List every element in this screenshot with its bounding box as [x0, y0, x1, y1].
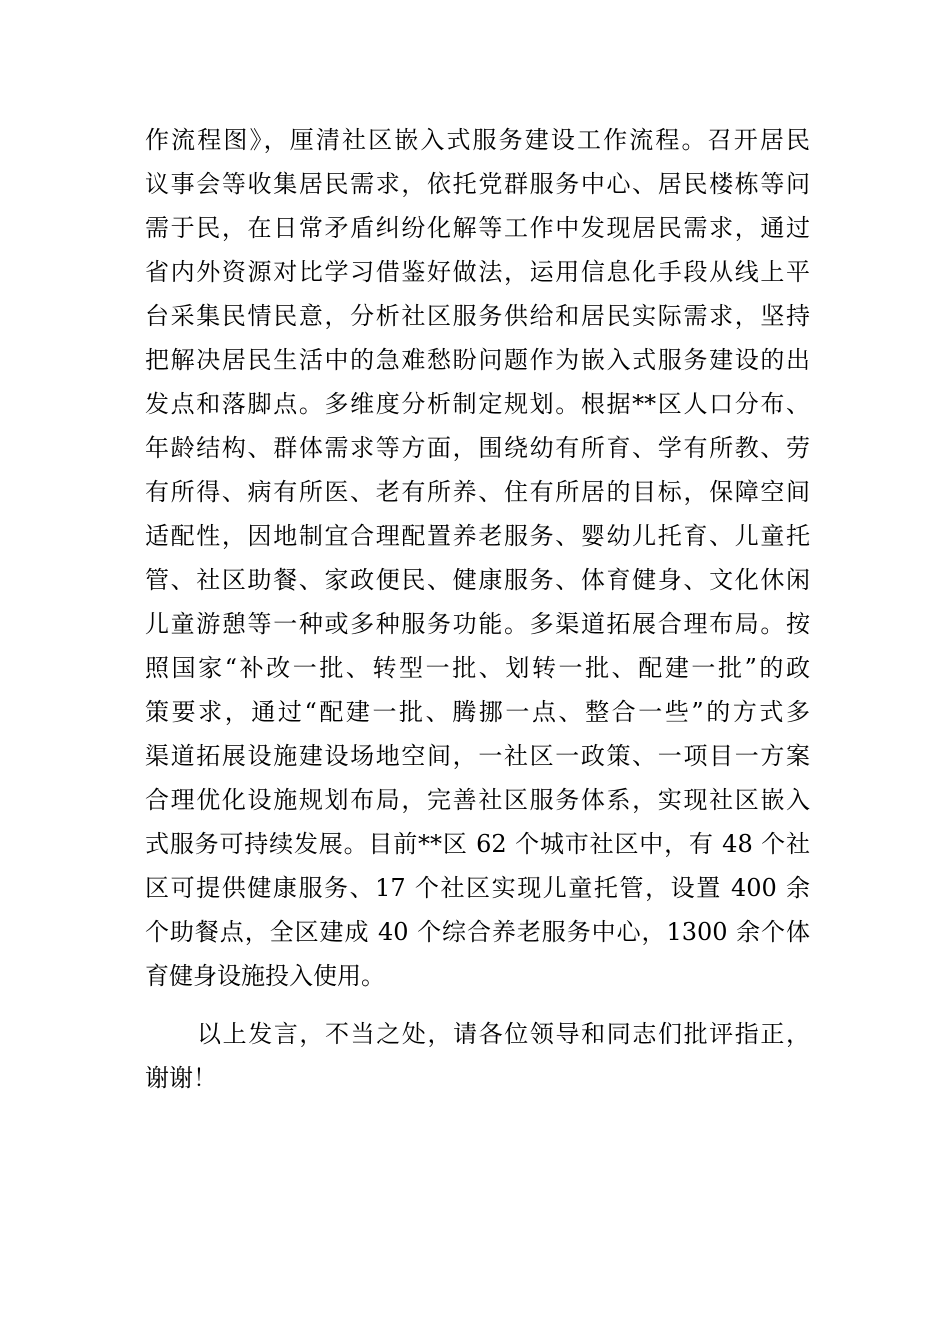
text-line: 需于民，在日常矛盾纠纷化解等工作中发现居民需求，通过 [145, 214, 810, 242]
text-line: 把解决居民生活中的急难愁盼问题作为嵌入式服务建设的出 [145, 346, 810, 374]
text-line: 个助餐点，全区建成 40 个综合养老服务中心，1300 余个体 [145, 918, 810, 946]
text-line: 议事会等收集居民需求，依托党群服务中心、居民楼栋等问 [145, 170, 810, 198]
text-line: 策要求，通过“配建一批、腾挪一点、整合一些”的方式多 [145, 698, 810, 726]
text-line: 以上发言，不当之处，请各位领导和同志们批评指正， [197, 1020, 810, 1048]
text-line: 照国家“补改一批、转型一批、划转一批、配建一批”的政 [145, 654, 810, 682]
text-line: 台采集民情民意，分析社区服务供给和居民实际需求，坚持 [145, 302, 810, 330]
text-line: 渠道拓展设施建设场地空间，一社区一政策、一项目一方案 [145, 742, 810, 770]
closing-paragraph [145, 1012, 810, 1100]
paragraph-gap [145, 998, 810, 1012]
body-paragraph [145, 118, 810, 998]
text-line: 育健身设施投入使用。 [145, 962, 385, 990]
text-line: 年龄结构、群体需求等方面，围绕幼有所育、学有所教、劳 [145, 434, 810, 462]
text-line: 管、社区助餐、家政便民、健康服务、体育健身、文化休闲 [145, 566, 810, 594]
text-line: 省内外资源对比学习借鉴好做法，运用信息化手段从线上平 [145, 258, 810, 286]
text-line: 有所得、病有所医、老有所养、住有所居的目标，保障空间 [145, 478, 810, 506]
text-line: 区可提供健康服务、17 个社区实现儿童托管，设置 400 余 [145, 874, 810, 902]
text-line: 合理优化设施规划布局，完善社区服务体系，实现社区嵌入 [145, 786, 810, 814]
text-line: 谢谢！ [145, 1064, 217, 1092]
text-line: 作流程图》，厘清社区嵌入式服务建设工作流程。召开居民 [145, 126, 810, 154]
text-line: 儿童游憩等一种或多种服务功能。多渠道拓展合理布局。按 [145, 610, 810, 638]
document-body [145, 118, 810, 1100]
text-line: 式服务可持续发展。目前**区 62 个城市社区中，有 48 个社 [145, 830, 810, 858]
text-line: 适配性，因地制宜合理配置养老服务、婴幼儿托育、儿童托 [145, 522, 810, 550]
text-line: 发点和落脚点。多维度分析制定规划。根据**区人口分布、 [145, 390, 810, 418]
